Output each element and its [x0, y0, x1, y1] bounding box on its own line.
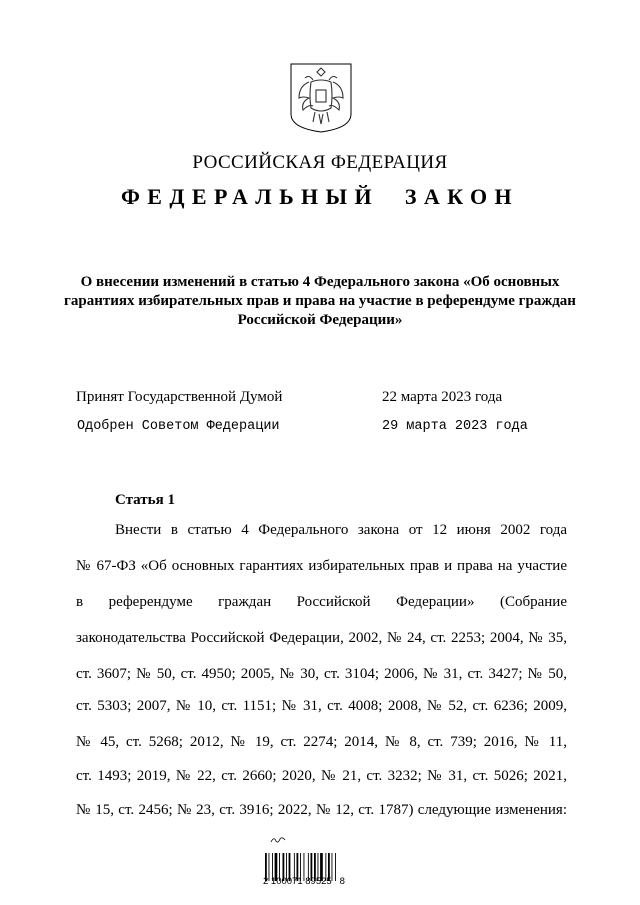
barcode-number: 2 100071 89525 8 — [263, 876, 345, 887]
signature-mark-icon — [270, 836, 286, 846]
adoption-duma-label: Принят Государственной Думой — [76, 389, 283, 405]
country-name: РОССИЙСКАЯ ФЕДЕРАЦИЯ — [192, 152, 448, 173]
coat-of-arms-icon — [289, 62, 353, 134]
article-heading: Статья 1 — [115, 492, 175, 508]
adoption-council-date: 29 марта 2023 года — [382, 419, 528, 434]
article-text-line: ст. 1493; 2019, № 22, ст. 2660; 2020, № 21, ст. 3232; № 31, ст. 5026; 2021, — [76, 768, 567, 784]
law-type: ФЕДЕРАЛЬНЫЙ ЗАКОН — [121, 184, 519, 209]
adoption-council-label: Одобрен Советом Федерации — [77, 419, 280, 434]
law-title: О внесении изменений в статью 4 Федерального закона «Об основных гарантиях избирательных прав и права на участие в референдуме граждан Российской Федерации» — [64, 274, 576, 328]
article-text-line: ст. 5303; 2007, № 10, ст. 1151; № 31, ст. 4008; 2008, № 52, ст. 6236; 2009, — [76, 698, 567, 714]
article-text-line: № 15, ст. 2456; № 23, ст. 3916; 2022, № 12, ст. 1787) следующие изменения: — [76, 802, 567, 818]
article-text-line: Внести в статью 4 Федерального закона от 12 июня 2002 года — [115, 522, 567, 538]
article-text-line: законодательства Российской Федерации, 2002, № 24, ст. 2253; 2004, № 35, — [76, 630, 567, 646]
article-text-line: № 67-ФЗ «Об основных гарантиях избирательных прав и права на участие — [76, 558, 567, 574]
article-text-line: ст. 3607; № 50, ст. 4950; 2005, № 30, ст. 3104; 2006, № 31, ст. 3427; № 50, — [76, 666, 567, 682]
article-text-line: № 45, ст. 5268; 2012, № 19, ст. 2274; 2014, № 8, ст. 739; 2016, № 11, — [76, 734, 567, 750]
adoption-duma-date: 22 марта 2023 года — [382, 389, 503, 405]
article-text-line: в референдуме граждан Российской Федерации» (Собрание — [76, 594, 567, 610]
